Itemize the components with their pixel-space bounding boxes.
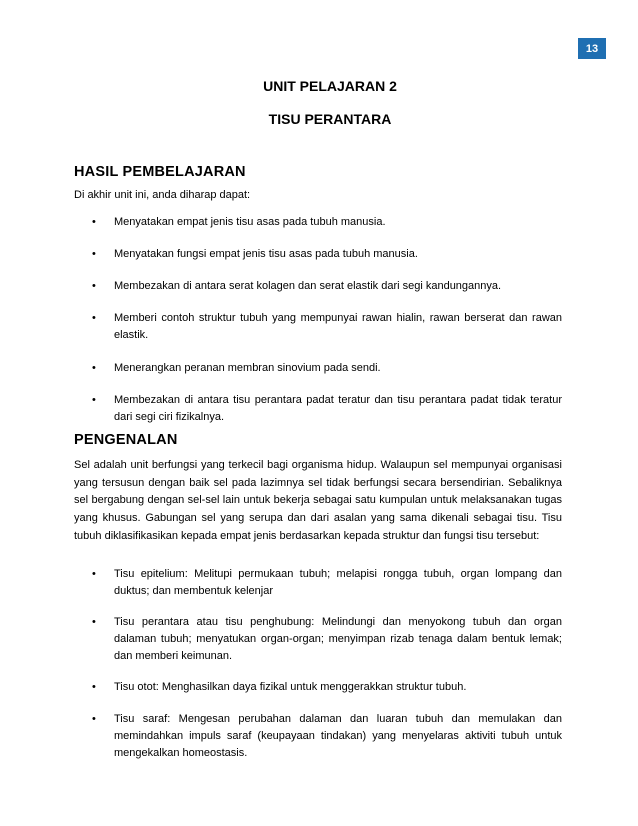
unit-subtitle: TISU PERANTARA (268, 111, 392, 127)
list-item: • Menyatakan empat jenis tisu asas pada tubuh manusia. (74, 214, 562, 231)
list-item: • Memberi contoh struktur tubuh yang mempunyai rawan hialin, rawan berserat dan rawan elastik. (74, 310, 562, 344)
list-item: • Tisu perantara atau tisu penghubung: Melindungi dan menyokong tubuh dan organ dalaman tubuh; menyatukan organ-organ; menyimpan rizab tenaga dalam bentuk lemak; dan memberi keimunan. (74, 614, 562, 665)
list-item: • Menerangkan peranan membran sinovium pada sendi. (74, 360, 562, 377)
list-item: • Tisu saraf: Mengesan perubahan dalaman dan luaran tubuh dan memulakan dan memindahkan impuls saraf (keupayaan tindakan) yang menyelaras aktiviti tubuh untuk mengekalkan homeostasis. (74, 711, 562, 762)
tissue-types-list (74, 566, 562, 762)
introduction-paragraph: Sel adalah unit berfungsi yang terkecil bagi organisma hidup. Walaupun sel mempunyai organisasi yang tersusun dengan baik sel pada lazimnya sel tidak berfungsi secara bersendirian. Sebaliknya sel bergabung dengan sel-sel lain untuk bekerja sebagai satu kumpulan untuk melaksanakan tugas yang khusus. Gabungan sel yang serupa dan dari asalan yang sama dikenali sebagai tisu. Tisu tubuh diklasifikasikan kepada empat jenis berdasarkan kepada struktur dan fungsi tisu tersebut: (74, 459, 562, 542)
list-item: • Tisu epitelium: Melitupi permukaan tubuh; melapisi rongga tubuh, organ lompang dan duktus; dan membentuk kelenjar (74, 566, 562, 600)
introduction-heading: PENGENALAN (74, 432, 178, 448)
list-item: • Membezakan di antara serat kolagen dan serat elastik dari segi kandungannya. (74, 278, 562, 295)
list-item: • Membezakan di antara tisu perantara padat teratur dan tisu perantara padat tidak teratur dari segi ciri fizikalnya. (74, 392, 562, 426)
unit-title: UNIT PELAJARAN 2 (263, 78, 397, 94)
list-item: • Menyatakan fungsi empat jenis tisu asas pada tubuh manusia. (74, 246, 562, 263)
page-number-badge: 13 (578, 38, 606, 59)
outcomes-list (74, 214, 562, 426)
outcomes-intro: Di akhir unit ini, anda diharap dapat: (74, 189, 251, 201)
list-item: • Tisu otot: Menghasilkan daya fizikal untuk menggerakkan struktur tubuh. (74, 679, 562, 696)
outcomes-heading: HASIL PEMBELAJARAN (74, 164, 246, 180)
